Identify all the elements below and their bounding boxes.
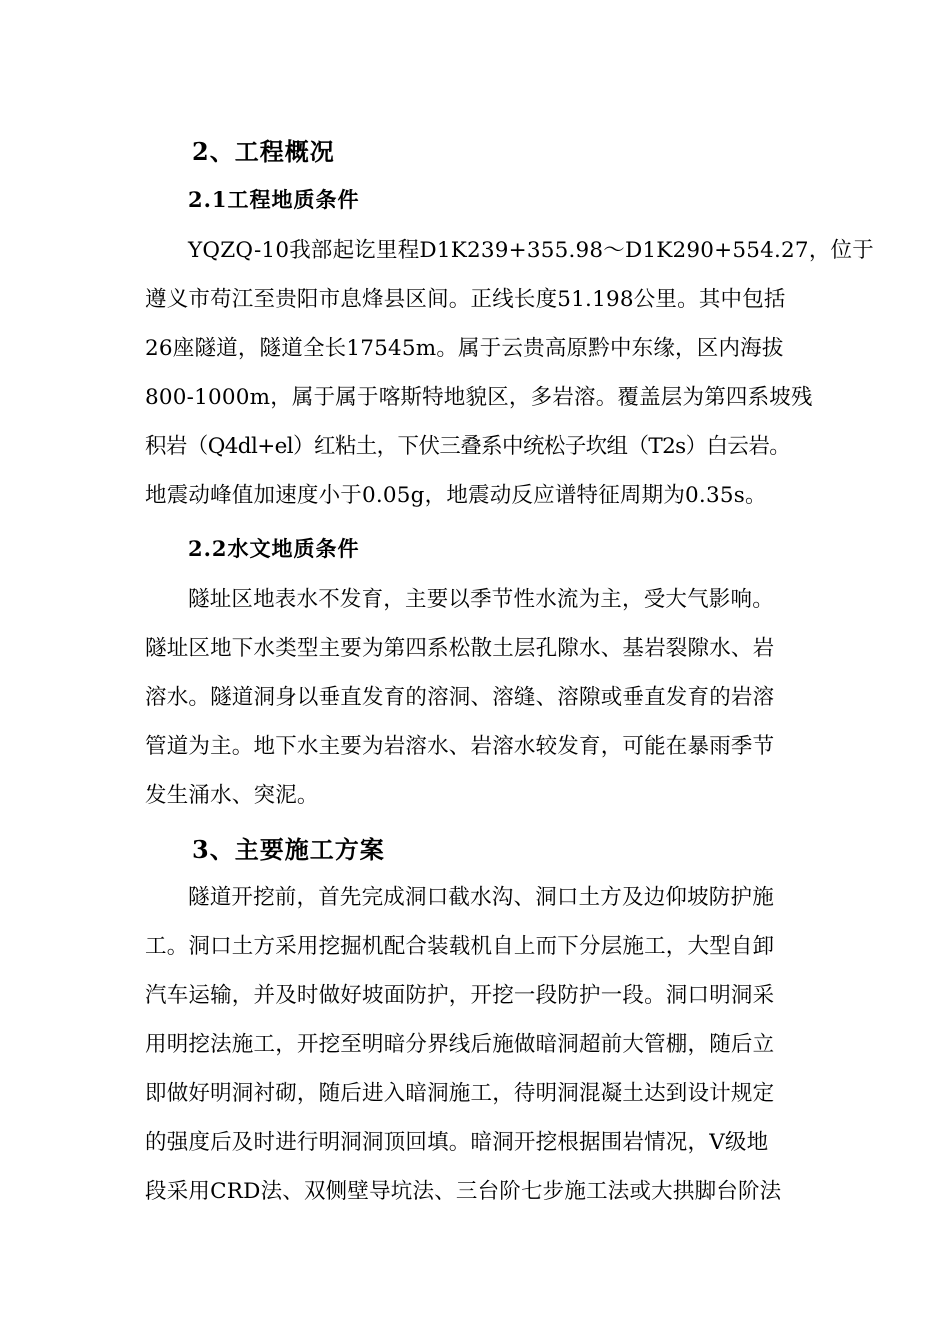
paragraph-line: 发生涌水、突泥。 (145, 783, 319, 808)
paragraph-line: 的强度后及时进行明洞洞顶回填。暗洞开挖根据围岩情况，Ⅴ级地 (145, 1130, 769, 1155)
paragraph-line: 管道为主。地下水主要为岩溶水、岩溶水较发育，可能在暴雨季节 (145, 734, 775, 759)
subsection-title-2-1: 2.1工程地质条件 (188, 187, 360, 212)
section-heading-2: 2、工程概况 (192, 137, 335, 166)
paragraph-line: 800-1000m，属于属于喀斯特地貌区，多岩溶。覆盖层为第四系坡残 (145, 385, 813, 410)
paragraph-geology (145, 226, 874, 520)
paragraph-hydrogeology (145, 575, 805, 820)
paragraph-line: 即做好明洞衬砌，随后进入暗洞施工，待明洞混凝土达到设计规定 (145, 1081, 775, 1106)
paragraph-line: 段采用CRD法、双侧壁导坑法、三台阶七步施工法或大拱脚台阶法 (145, 1179, 782, 1204)
paragraph-line: YQZQ-10我部起讫里程D1K239+355.98～D1K290+554.27，位于 (188, 238, 874, 263)
paragraph-line: 隧道开挖前，首先完成洞口截水沟、洞口土方及边仰坡防护施 (188, 885, 774, 910)
section-heading-3: 3、主要施工方案 (192, 835, 385, 864)
paragraph-line: 工。洞口土方采用挖掘机配合装载机自上而下分层施工，大型自卸 (145, 934, 775, 959)
subsection-title-2-2: 2.2水文地质条件 (188, 536, 360, 561)
paragraph-line: 隧址区地表水不发育，主要以季节性水流为主，受大气影响。 (188, 587, 774, 612)
paragraph-line: 积岩（Q4dl+el）红粘土，下伏三叠系中统松子坎组（T2s）白云岩。 (145, 434, 791, 459)
paragraph-line: 地震动峰值加速度小于0.05g，地震动反应谱特征周期为0.35s。 (145, 483, 767, 508)
paragraph-line: 汽车运输，并及时做好坡面防护，开挖一段防护一段。洞口明洞采 (145, 983, 775, 1008)
paragraph-line: 用明挖法施工，开挖至明暗分界线后施做暗洞超前大管棚，随后立 (145, 1032, 775, 1057)
paragraph-line: 遵义市苟江至贵阳市息烽县区间。正线长度51.198公里。其中包括 (145, 287, 786, 312)
paragraph-construction (145, 873, 805, 1216)
paragraph-line: 溶水。隧道洞身以垂直发育的溶洞、溶缝、溶隙或垂直发育的岩溶 (145, 685, 775, 710)
paragraph-line: 隧址区地下水类型主要为第四系松散土层孔隙水、基岩裂隙水、岩 (145, 636, 775, 661)
paragraph-line: 26座隧道，隧道全长17545m。属于云贵高原黔中东缘，区内海拔 (145, 336, 784, 361)
